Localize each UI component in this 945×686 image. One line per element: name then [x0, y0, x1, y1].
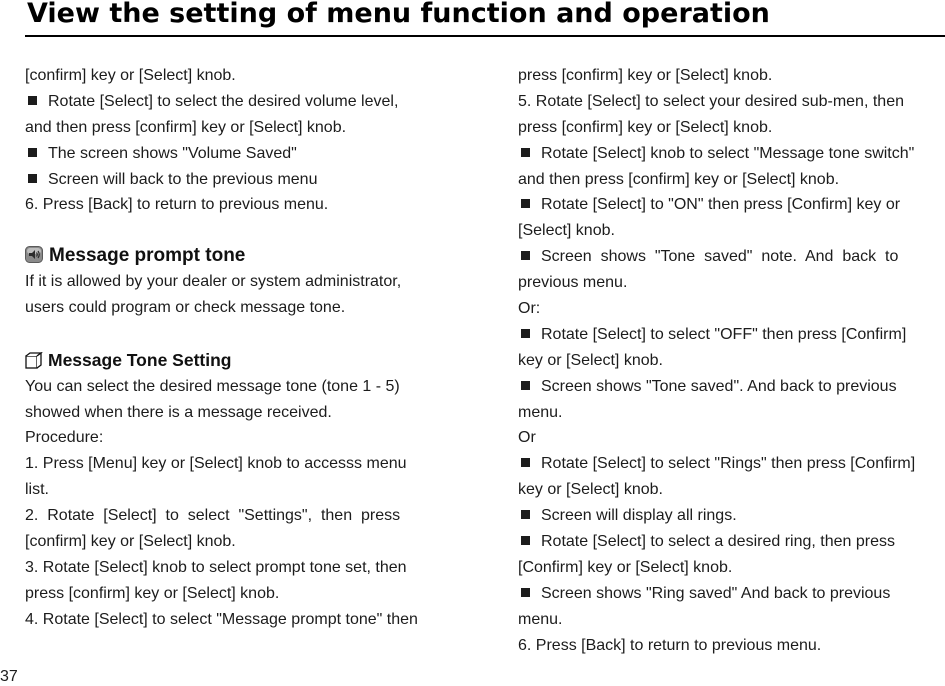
- bullet-square-icon: [521, 329, 530, 338]
- text-line: [Select] knob.: [518, 222, 615, 240]
- text-line: showed when there is a message received.: [25, 403, 332, 421]
- bullet-text: Screen will back to the previous menu: [48, 170, 318, 188]
- section-title: Message prompt tone: [49, 245, 246, 267]
- speaker-icon: [25, 246, 43, 263]
- bullet-square-icon: [521, 251, 530, 260]
- bullet-text: Rotate [Select] to select the desired volume level,: [48, 92, 399, 110]
- text-line: list.: [25, 481, 49, 499]
- text-line: 6. Press [Back] to return to previous menu.: [518, 636, 822, 654]
- section-heading: [25, 243, 453, 269]
- text-line: 4. Rotate [Select] to select "Message prompt tone" then: [25, 610, 418, 628]
- text-line: 5. Rotate [Select] to select your desired sub-men, then: [518, 92, 904, 110]
- bullet-text: Screen will display all rings.: [541, 507, 737, 525]
- text-line: Or: [518, 429, 536, 447]
- bullet-item: [518, 451, 945, 477]
- page-number: 37: [0, 668, 18, 685]
- bullet-item: [25, 141, 453, 167]
- text-line: users could program or check message tone.: [25, 299, 346, 317]
- bullet-square-icon: [521, 458, 530, 467]
- bullet-text: Rotate [Select] knob to select "Message tone switch": [541, 144, 915, 162]
- text-line: You can select the desired message tone (tone 1 - 5): [25, 377, 400, 395]
- text-line: press [confirm] key or [Select] knob.: [25, 584, 280, 602]
- bullet-item: [25, 167, 453, 193]
- header-divider: [25, 35, 945, 37]
- text-line: If it is allowed by your dealer or system administrator,: [25, 273, 402, 291]
- bullet-item: [518, 529, 945, 555]
- text-line: menu.: [518, 610, 563, 628]
- subsection-heading: [25, 348, 453, 374]
- text-line: previous menu.: [518, 274, 628, 292]
- bullet-text: Screen shows "Tone saved" note. And back to: [541, 248, 899, 266]
- text-line: key or [Select] knob.: [518, 351, 663, 369]
- bullet-item: [518, 374, 945, 400]
- text-line: [confirm] key or [Select] knob.: [25, 67, 236, 84]
- text-line: key or [Select] knob.: [518, 481, 663, 499]
- text-line: Procedure:: [25, 429, 104, 447]
- bullet-square-icon: [28, 96, 37, 105]
- box-icon: [25, 352, 43, 369]
- blank-line: [25, 218, 453, 244]
- blank-line: [25, 321, 453, 347]
- bullet-text: The screen shows "Volume Saved": [48, 144, 297, 162]
- bullet-text: Screen shows "Tone saved". And back to previous: [541, 377, 897, 395]
- bullet-square-icon: [521, 381, 530, 390]
- left-column: [25, 63, 453, 633]
- bullet-text: Rotate [Select] to "ON" then press [Confirm] key or: [541, 196, 901, 214]
- text-line: [confirm] key or [Select] knob.: [25, 533, 236, 551]
- bullet-square-icon: [521, 588, 530, 597]
- right-column: [518, 63, 945, 658]
- bullet-square-icon: [521, 148, 530, 157]
- bullet-item: [518, 244, 945, 270]
- bullet-text: Rotate [Select] to select a desired ring, then press: [541, 533, 895, 551]
- bullet-item: [25, 89, 453, 115]
- bullet-square-icon: [521, 510, 530, 519]
- bullet-square-icon: [28, 174, 37, 183]
- bullet-item: [518, 322, 945, 348]
- text-line: menu.: [518, 403, 563, 421]
- text-line: [Confirm] key or [Select] knob.: [518, 558, 733, 576]
- bullet-text: Screen shows "Ring saved" And back to previous: [541, 584, 891, 602]
- bullet-text: Rotate [Select] to select "Rings" then press [Confirm]: [541, 455, 916, 473]
- bullet-square-icon: [521, 199, 530, 208]
- text-line: Or:: [518, 300, 541, 318]
- bullet-item: [518, 192, 945, 218]
- text-line: press [confirm] key or [Select] knob.: [518, 118, 773, 136]
- text-line: 3. Rotate [Select] knob to select prompt tone set, then: [25, 558, 407, 576]
- text-line: and then press [confirm] key or [Select] knob.: [25, 118, 347, 136]
- bullet-text: Rotate [Select] to select "OFF" then press [Confirm]: [541, 325, 907, 343]
- bullet-item: [518, 141, 945, 167]
- subsection-title: Message Tone Setting: [48, 349, 232, 370]
- text-line: and then press [confirm] key or [Select] knob.: [518, 170, 840, 188]
- bullet-item: [518, 503, 945, 529]
- bullet-item: [518, 581, 945, 607]
- bullet-square-icon: [28, 148, 37, 157]
- text-line: 2. Rotate [Select] to select "Settings", then press: [25, 507, 401, 525]
- page-title: View the setting of menu function and operation: [27, 0, 770, 29]
- bullet-square-icon: [521, 536, 530, 545]
- text-line: press [confirm] key or [Select] knob.: [518, 67, 773, 84]
- text-line: 1. Press [Menu] key or [Select] knob to accesss menu: [25, 455, 407, 473]
- text-line: 6. Press [Back] to return to previous menu.: [25, 196, 329, 214]
